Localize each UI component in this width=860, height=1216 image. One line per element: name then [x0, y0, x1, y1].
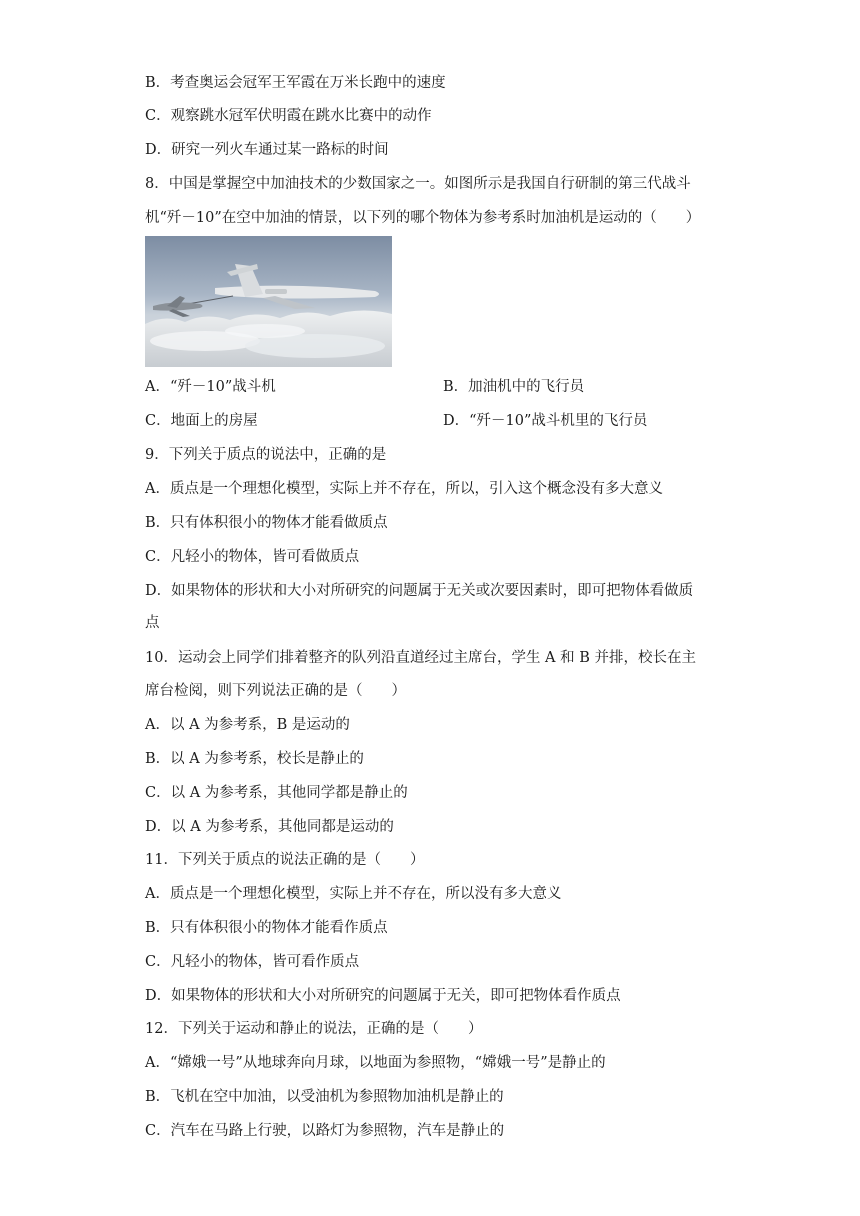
- q10-stem-line-1: 10．运动会上同学们排着整齐的队列沿直道经过主席台，学生 A 和 B 并排，校长在主: [145, 650, 697, 666]
- q8-option-a: A．“歼－10”战斗机: [145, 379, 276, 395]
- q10-option-b: B．以 A 为参考系，校长是静止的: [145, 751, 364, 767]
- q8-option-b: B．加油机中的飞行员: [443, 379, 585, 395]
- q8-stem-line-1: 8．中国是掌握空中加油技术的少数国家之一。如图所示是我国自行研制的第三代战斗: [145, 176, 691, 192]
- aerial-refueling-photo: [145, 236, 392, 367]
- q9-option-b: B．只有体积很小的物体才能看做质点: [145, 515, 388, 531]
- q12-option-a: A．“嫦娥一号”从地球奔向月球，以地面为参照物，“嫦娥一号”是静止的: [145, 1055, 606, 1071]
- q10-option-d: D．以 A 为参考系，其他同都是运动的: [145, 819, 394, 835]
- q12-option-b: B．飞机在空中加油，以受油机为参照物加油机是静止的: [145, 1089, 504, 1105]
- q9-stem: 9．下列关于质点的说法中，正确的是: [145, 447, 387, 463]
- q10-stem-line-2: 席台检阅，则下列说法正确的是（ ）: [145, 683, 406, 699]
- q9-option-d-line-2: 点: [145, 615, 160, 631]
- q10-option-c: C．以 A 为参考系，其他同学都是静止的: [145, 785, 408, 801]
- q11-option-b: B．只有体积很小的物体才能看作质点: [145, 920, 388, 936]
- q9-option-c: C．凡轻小的物体，皆可看做质点: [145, 549, 360, 565]
- q10-option-a: A．以 A 为参考系，B 是运动的: [145, 717, 350, 733]
- q11-option-d: D．如果物体的形状和大小对所研究的问题属于无关，即可把物体看作质点: [145, 988, 621, 1004]
- q7-option-c: C．观察跳水冠军伏明霞在跳水比赛中的动作: [145, 108, 432, 124]
- q12-stem: 12．下列关于运动和静止的说法，正确的是（ ）: [145, 1021, 483, 1037]
- q11-option-c: C．凡轻小的物体，皆可看作质点: [145, 954, 360, 970]
- q8-option-c: C．地面上的房屋: [145, 413, 258, 429]
- q9-option-d-line-1: D．如果物体的形状和大小对所研究的问题属于无关或次要因素时，即可把物体看做质: [145, 583, 694, 599]
- q7-option-b: B．考查奥运会冠军王军霞在万米长跑中的速度: [145, 75, 446, 91]
- q8-option-d: D．“歼－10”战斗机里的飞行员: [443, 413, 648, 429]
- q8-stem-line-2: 机“歼－10”在空中加油的情景，以下列的哪个物体为参考系时加油机是运动的（ ）: [145, 210, 701, 226]
- q7-option-d: D．研究一列火车通过某一路标的时间: [145, 142, 389, 158]
- q11-stem: 11．下列关于质点的说法正确的是（ ）: [145, 852, 425, 868]
- q12-option-c: C．汽车在马路上行驶，以路灯为参照物，汽车是静止的: [145, 1123, 505, 1139]
- q11-option-a: A．质点是一个理想化模型，实际上并不存在，所以没有多大意义: [145, 886, 562, 902]
- q9-option-a: A．质点是一个理想化模型，实际上并不存在，所以，引入这个概念没有多大意义: [145, 481, 663, 497]
